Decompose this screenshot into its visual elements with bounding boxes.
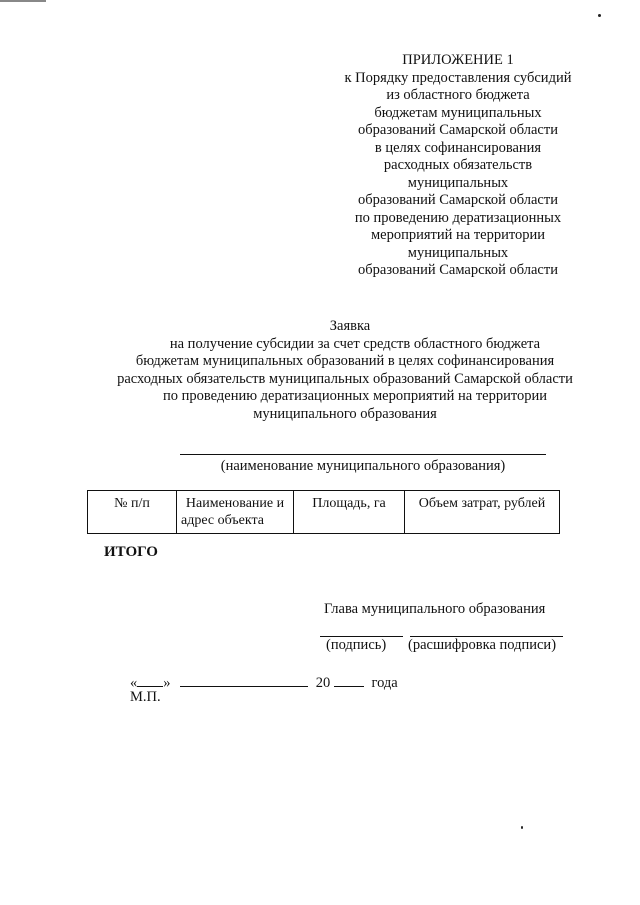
annex-line: бюджетам муниципальных [374, 104, 542, 121]
request-line: расходных обязательств муниципальных образований Самарской области [117, 370, 573, 387]
scan-speck [598, 14, 601, 17]
annex-line: образований Самарской области [358, 122, 558, 138]
annex-line: из областного бюджета [386, 87, 530, 103]
request-line: на получение субсидии за счет средств областного бюджета [169, 335, 541, 352]
request-line: по проведению дератизационных мероприятий на территории [162, 388, 548, 404]
table-header-row [88, 491, 560, 534]
decoding-caption: (расшифровка подписи) [408, 637, 557, 653]
annex-line: к Порядку предоставления субсидий [344, 69, 572, 86]
head-title: Глава муниципального образования [324, 601, 546, 617]
annex-line: образований Самарской области [358, 262, 558, 278]
col-number-header: № п/п [88, 491, 177, 534]
scan-speck [521, 826, 523, 829]
annex-line: муниципальных [407, 174, 509, 191]
objects-table [87, 490, 560, 534]
annex-line: образований Самарской области [358, 192, 558, 208]
year-blank[interactable] [334, 673, 364, 687]
month-blank[interactable] [180, 673, 308, 687]
request-title-block [0, 318, 640, 423]
day-blank[interactable] [137, 673, 163, 687]
annex-line: в целях софинансирования [374, 139, 542, 156]
col-name-header: Наименование и адрес объекта [177, 491, 294, 534]
annex-heading: ПРИЛОЖЕНИЕ 1 [402, 52, 514, 68]
request-line: бюджетам муниципальных образований в целях софинансирования [135, 353, 555, 369]
scan-edge-mark [0, 0, 46, 2]
annex-line: муниципальных [407, 244, 509, 261]
year-suffix: года [371, 675, 398, 691]
stamp-label: М.П. [130, 689, 161, 705]
annex-line: мероприятий на территории [370, 227, 546, 243]
date-open-quote: « [130, 675, 138, 691]
annex-line: по проведению дератизационных [354, 209, 562, 226]
col-cost-header: Объем затрат, рублей [405, 491, 560, 534]
date-close-quote: » [163, 675, 171, 691]
col-area-header: Площадь, га [294, 491, 405, 534]
municipality-caption: (наименование муниципального образования) [220, 458, 506, 474]
total-label: ИТОГО [104, 544, 158, 560]
municipality-name-line[interactable] [180, 454, 546, 455]
signature-caption: (подпись) [326, 637, 387, 653]
date-row [130, 673, 398, 692]
request-title: Заявка [329, 318, 371, 334]
annex-header [330, 52, 586, 280]
year-prefix: 20 [315, 675, 331, 691]
annex-line: расходных обязательств [383, 157, 533, 173]
request-line: муниципального образования [253, 405, 437, 422]
